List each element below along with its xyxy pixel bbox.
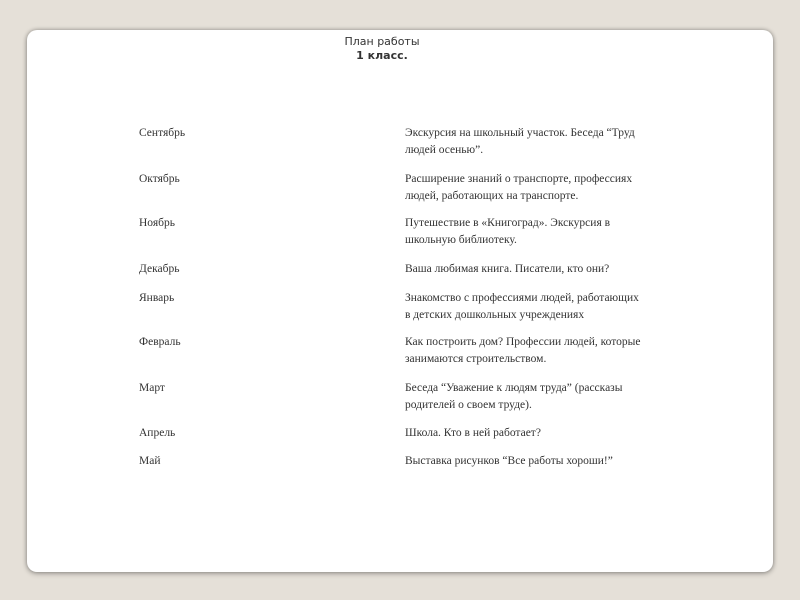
page-title: План работы [344, 35, 420, 48]
activity-line: в детских дошкольных учреждениях [405, 309, 585, 321]
activity-line: людей осенью”. [405, 144, 484, 156]
activity-line: Беседа “Уважение к людям труда” (рассказы [405, 382, 623, 394]
activity-line: занимаются строительством. [405, 353, 547, 365]
activity-line: Знакомство с профессиями людей, работающих [405, 292, 639, 304]
activity-cell [405, 125, 705, 159]
activity-line: Путешествие в «Книгоград». Экскурсия в [405, 217, 611, 229]
activity-line: Расширение знаний о транспорте, профессиях [405, 173, 633, 185]
activity-line: Школа. Кто в ней работает? [405, 427, 541, 439]
activity-line: Выставка рисунков “Все работы хороши!” [405, 455, 613, 467]
activity-line: Как построить дом? Профессии людей, которые [405, 336, 641, 348]
month-cell: Май [139, 455, 161, 467]
month-cell: Декабрь [139, 263, 180, 275]
month-cell: Ноябрь [139, 217, 175, 229]
month-cell: Сентябрь [139, 127, 186, 139]
month-cell: Апрель [139, 427, 176, 439]
activity-cell [405, 453, 705, 470]
activity-cell [405, 215, 705, 249]
activity-line: школьную библиотеку. [405, 234, 517, 246]
activity-cell [405, 261, 705, 278]
month-cell: Март [139, 382, 165, 394]
page-subtitle: 1 класс. [356, 49, 408, 62]
slide [27, 30, 773, 572]
activity-cell [405, 380, 705, 414]
activity-cell [405, 425, 705, 442]
activity-line: людей, работающих на транспорте. [405, 190, 579, 202]
month-cell: Февраль [139, 336, 181, 348]
month-cell: Январь [139, 292, 175, 304]
activity-line: Ваша любимая книга. Писатели, кто они? [405, 263, 610, 275]
activity-cell [405, 334, 705, 368]
month-cell: Октябрь [139, 173, 180, 185]
activity-cell [405, 171, 705, 205]
activity-line: родителей о своем труде). [405, 399, 532, 411]
activity-line: Экскурсия на школьный участок. Беседа “Труд [405, 127, 635, 139]
activity-cell [405, 290, 705, 324]
